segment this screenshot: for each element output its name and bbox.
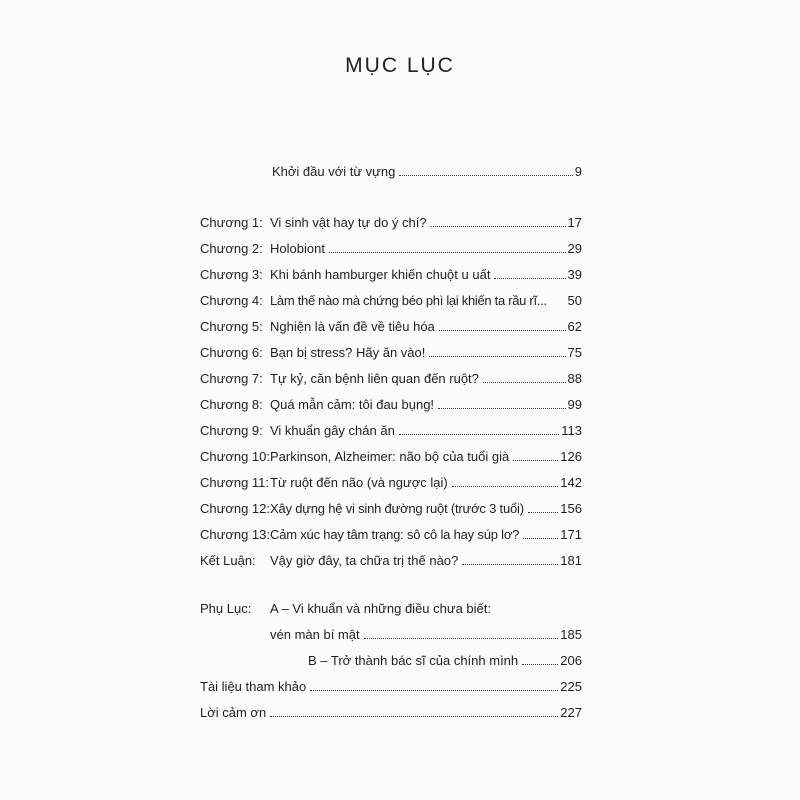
- chapter-label: Kết Luận:: [200, 553, 256, 568]
- chapter-label: Chương 13:: [200, 527, 270, 542]
- toc-entry-text: Cảm xúc hay tâm trạng: sô cô la hay súp lơ?: [270, 527, 520, 542]
- toc-entry-chapter: [200, 315, 582, 339]
- toc-page-number: 181: [560, 553, 582, 568]
- chapter-label: Chương 8:: [200, 397, 263, 412]
- chapter-label: Chương 5:: [200, 319, 263, 334]
- dot-leader: [399, 434, 559, 435]
- dot-leader: [452, 486, 559, 487]
- toc-entry-acknowledgements: [200, 701, 582, 725]
- toc-page-number: 88: [567, 371, 582, 386]
- toc-entry-chapter: [200, 445, 582, 469]
- toc-page-number: 62: [567, 319, 582, 334]
- toc-page-number: 39: [567, 267, 582, 282]
- toc-entry-appendix-a-heading: [200, 597, 582, 621]
- toc-entry-chapter: [200, 289, 582, 313]
- toc-entry-references: [200, 675, 582, 699]
- toc-entry-intro: [272, 160, 582, 184]
- toc-page-number: 126: [560, 449, 582, 464]
- toc-entry-text: Vi khuẩn gây chán ăn: [270, 423, 395, 438]
- chapter-label: Chương 1:: [200, 215, 263, 230]
- toc-page-number: 225: [560, 679, 582, 694]
- chapter-label: Chương 12:: [200, 501, 270, 516]
- toc-entry-appendix-b: [308, 649, 582, 673]
- chapter-label: Chương 4:: [200, 293, 263, 308]
- chapter-label: Chương 9:: [200, 423, 263, 438]
- toc-entry-text: Xây dựng hệ vi sinh đường ruột (trước 3 tuổi): [270, 501, 524, 516]
- toc-entry-text: Quá mẫn cảm: tôi đau bụng!: [270, 397, 435, 412]
- toc-entry-conclusion: [200, 549, 582, 573]
- toc-page-number: 99: [567, 397, 582, 412]
- dot-leader: [270, 716, 558, 717]
- dot-leader: [462, 564, 558, 565]
- dot-leader: [439, 330, 566, 331]
- chapter-label: Chương 2:: [200, 241, 263, 256]
- toc-entry-chapter: [200, 471, 582, 495]
- toc-entry-text: A – Vi khuẩn và những điều chưa biết:: [270, 601, 491, 616]
- dot-leader: [513, 460, 558, 461]
- toc-entry-text: Holobiont: [270, 241, 325, 256]
- dot-leader: [438, 408, 565, 409]
- toc-entry-chapter: [200, 393, 582, 417]
- toc-entry-chapter: [200, 367, 582, 391]
- toc-entry-appendix-a: [270, 623, 582, 647]
- page-title: MỤC LỤC: [345, 54, 455, 77]
- dot-leader: [429, 356, 565, 357]
- dot-leader: [364, 638, 559, 639]
- appendix-label: Phụ Lục:: [200, 601, 252, 616]
- toc-entry-chapter: [200, 263, 582, 287]
- toc-entry-text: Tài liệu tham khảo: [200, 679, 307, 694]
- toc-entry-text: Lời cảm ơn: [200, 705, 267, 720]
- toc-page-number: 50: [567, 293, 582, 308]
- chapter-label: Chương 11:: [200, 475, 270, 490]
- toc-entry-chapter: [200, 523, 582, 547]
- toc-page-number: 227: [560, 705, 582, 720]
- dot-leader: [528, 512, 558, 513]
- toc-entry-text: Nghiện là vấn đề về tiêu hóa: [270, 319, 435, 334]
- chapter-label: Chương 6:: [200, 345, 263, 360]
- toc-entry-text: vén màn bí mật: [270, 627, 360, 642]
- dot-leader: [522, 664, 558, 665]
- toc-page-number: 171: [560, 527, 582, 542]
- toc-page-number: 113: [561, 423, 582, 438]
- toc-entry-chapter: [200, 237, 582, 261]
- toc-page-number: 29: [567, 241, 582, 256]
- toc-entry-text: Tự kỷ, căn bệnh liên quan đến ruột?: [270, 371, 479, 386]
- toc-entry-chapter: [200, 211, 582, 235]
- toc-page-number: 17: [567, 215, 582, 230]
- dot-leader: [329, 252, 566, 253]
- toc-page-number: 156: [560, 501, 582, 516]
- toc-page-number: 9: [574, 164, 582, 179]
- toc-entry-text: Parkinson, Alzheimer: não bộ của tuổi già: [270, 449, 510, 464]
- chapter-label: Chương 10:: [200, 449, 270, 464]
- toc-page-number: 185: [560, 627, 582, 642]
- toc-entry-chapter: [200, 341, 582, 365]
- dot-leader: [494, 278, 565, 279]
- toc-entry-chapter: [200, 419, 582, 443]
- chapter-label: Chương 3:: [200, 267, 263, 282]
- toc-page-number: 206: [560, 653, 582, 668]
- toc-entry-text: Bạn bị stress? Hãy ăn vào!: [270, 345, 426, 360]
- dot-leader: [310, 690, 558, 691]
- toc-entry-text: Làm thế nào mà chứng béo phì lại khiến ta rầu rĩ...: [270, 293, 547, 308]
- chapter-label: Chương 7:: [200, 371, 263, 386]
- dot-leader: [523, 538, 558, 539]
- dot-leader: [431, 226, 566, 227]
- dot-leader: [399, 175, 572, 176]
- dot-leader: [483, 382, 566, 383]
- toc-entry-text: B – Trở thành bác sĩ của chính mình: [308, 653, 519, 668]
- toc-page-number: 75: [567, 345, 582, 360]
- toc-page-number: 142: [560, 475, 582, 490]
- toc-entry-text: Khi bánh hamburger khiến chuột u uất: [270, 267, 491, 282]
- toc-entry-chapter: [200, 497, 582, 521]
- toc-entry-text: Từ ruột đến não (và ngược lại): [270, 475, 448, 490]
- toc-entry-text: Vi sinh vật hay tự do ý chí?: [270, 215, 427, 230]
- toc-entry-text: Vậy giờ đây, ta chữa trị thế nào?: [270, 553, 459, 568]
- toc-entry-text: Khởi đầu với từ vựng: [272, 164, 396, 179]
